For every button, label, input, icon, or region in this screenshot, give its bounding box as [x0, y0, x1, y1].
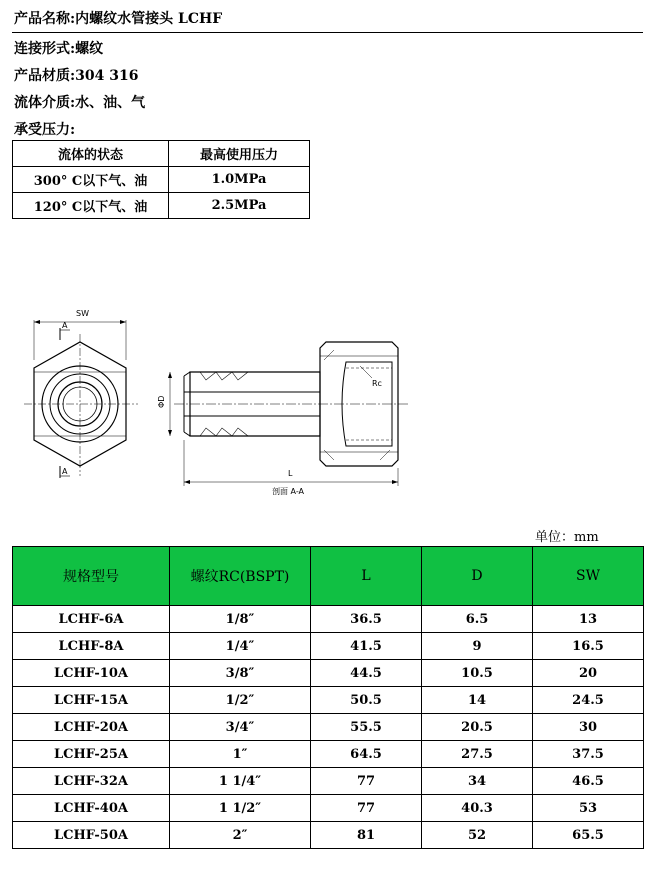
table-cell: LCHF-6A: [13, 606, 170, 633]
table-cell: 20.5: [422, 714, 533, 741]
table-cell: 20: [533, 660, 644, 687]
table-row: [13, 193, 310, 219]
table-cell: 2.5MPa: [169, 193, 310, 219]
table-cell: 36.5: [311, 606, 422, 633]
table-cell: 1/2″: [170, 687, 311, 714]
spec-value: 水、油、气: [75, 95, 146, 111]
table-cell: 65.5: [533, 822, 644, 849]
table-cell: 1/8″: [170, 606, 311, 633]
table-row: [13, 741, 644, 768]
diameter-label: ΦD: [157, 395, 166, 408]
table-cell: 300° C以下气、油: [13, 167, 169, 193]
table-header-cell: 最高使用压力: [169, 141, 310, 167]
table-row: [13, 822, 644, 849]
spec-value: 304 316: [75, 68, 139, 84]
table-cell: 50.5: [311, 687, 422, 714]
sw-label: SW: [76, 309, 89, 318]
table-cell: 1″: [170, 741, 311, 768]
technical-drawing: [20, 300, 440, 500]
spec-medium: [14, 92, 145, 112]
table-cell: LCHF-15A: [13, 687, 170, 714]
table-cell: LCHF-40A: [13, 795, 170, 822]
section-mark-top: A: [62, 321, 68, 330]
table-cell: 34: [422, 768, 533, 795]
table-cell: 77: [311, 768, 422, 795]
table-row: [13, 606, 644, 633]
table-cell: 44.5: [311, 660, 422, 687]
section-label: 剖面 A-A: [272, 487, 305, 496]
table-cell: 77: [311, 795, 422, 822]
table-cell: 64.5: [311, 741, 422, 768]
pressure-table: [12, 140, 310, 219]
hex-front-view: [24, 320, 138, 478]
table-row: [13, 660, 644, 687]
table-cell: 53: [533, 795, 644, 822]
table-cell: 6.5: [422, 606, 533, 633]
table-cell: 81: [311, 822, 422, 849]
spec-label: 承受压力:: [14, 122, 76, 138]
spec-label: 产品材质:: [14, 68, 76, 84]
table-cell: LCHF-20A: [13, 714, 170, 741]
table-cell: 37.5: [533, 741, 644, 768]
side-section-view: [168, 342, 410, 486]
table-cell: 27.5: [422, 741, 533, 768]
table-cell: 3/8″: [170, 660, 311, 687]
table-header-cell: 流体的状态: [13, 141, 169, 167]
spec-value: 螺纹: [75, 41, 104, 57]
table-cell: 13: [533, 606, 644, 633]
table-cell: 30: [533, 714, 644, 741]
table-row: [13, 795, 644, 822]
table-header-cell: L: [311, 547, 422, 606]
table-cell: 2″: [170, 822, 311, 849]
table-cell: LCHF-32A: [13, 768, 170, 795]
table-cell: 10.5: [422, 660, 533, 687]
spec-pressure: [14, 119, 75, 139]
spec-label: 流体介质:: [14, 95, 76, 111]
product-title: 产品名称:内螺纹水管接头 LCHF: [14, 11, 223, 27]
table-cell: 40.3: [422, 795, 533, 822]
table-cell: LCHF-10A: [13, 660, 170, 687]
table-header-row: [13, 547, 644, 606]
rc-label: Rc: [372, 379, 382, 388]
table-cell: 46.5: [533, 768, 644, 795]
table-cell: 1/4″: [170, 633, 311, 660]
table-header-cell: D: [422, 547, 533, 606]
spec-material: [14, 65, 139, 85]
table-cell: 41.5: [311, 633, 422, 660]
table-cell: 52: [422, 822, 533, 849]
table-row: [13, 633, 644, 660]
table-cell: 1 1/2″: [170, 795, 311, 822]
table-row: [13, 687, 644, 714]
section-mark-bottom: A: [62, 467, 68, 476]
table-cell: 1 1/4″: [170, 768, 311, 795]
table-header-cell: SW: [533, 547, 644, 606]
spec-label: 连接形式:: [14, 41, 76, 57]
table-header-cell: 规格型号: [13, 547, 170, 606]
table-cell: 1.0MPa: [169, 167, 310, 193]
spec-table: [12, 546, 644, 849]
table-cell: 9: [422, 633, 533, 660]
table-cell: 14: [422, 687, 533, 714]
table-cell: 3/4″: [170, 714, 311, 741]
table-cell: LCHF-25A: [13, 741, 170, 768]
table-cell: 120° C以下气、油: [13, 193, 169, 219]
table-cell: LCHF-8A: [13, 633, 170, 660]
table-header-cell: 螺纹RC(BSPT): [170, 547, 311, 606]
table-row: [13, 141, 310, 167]
table-cell: 24.5: [533, 687, 644, 714]
table-cell: 16.5: [533, 633, 644, 660]
spec-connection: [14, 38, 103, 58]
table-cell: 55.5: [311, 714, 422, 741]
table-row: [13, 714, 644, 741]
title-divider: [12, 32, 643, 33]
length-label: L: [288, 469, 293, 478]
table-cell: LCHF-50A: [13, 822, 170, 849]
table-row: [13, 167, 310, 193]
unit-label: 单位：mm: [535, 530, 599, 545]
table-row: [13, 768, 644, 795]
